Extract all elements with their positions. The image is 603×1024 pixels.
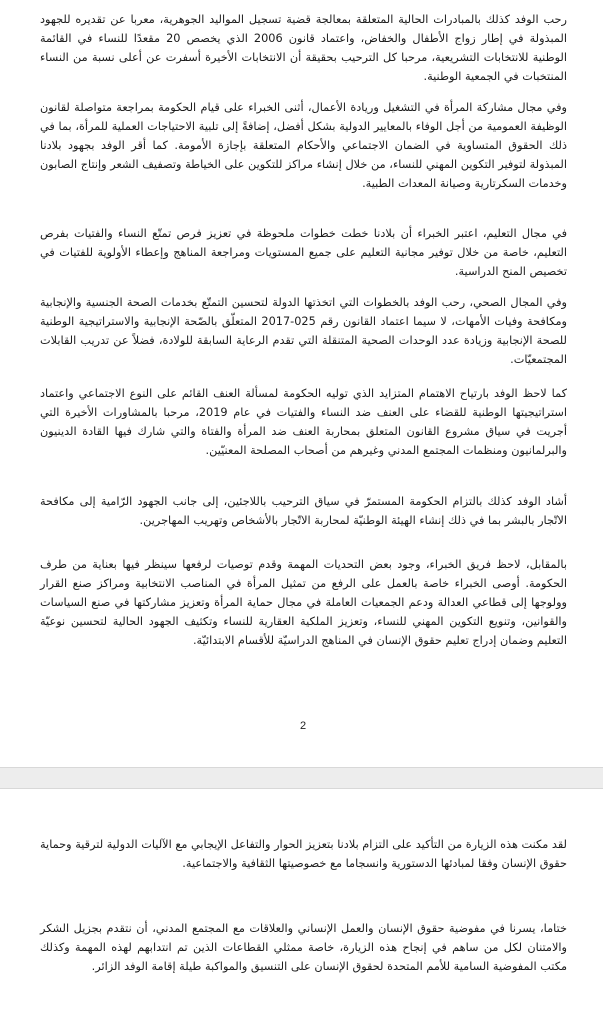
paragraph-closing-thanks: ختاما، يسرنا في مفوضية حقوق الإنسان والعمل الإنساني والعلاقات مع المجتمع المدني، أن نتقدم بجزيل الشكر والامتنان لكل من ساهم في إنجاح هذه الزيارة، خاصة ممثلي القطاعات الذين تم انتدابهم لهذه المهمة وكذلك مكتب المفوضية السامية للأمم المتحدة لحقوق الإنسان على التنسيق والمواكبة طيلة إقامة الوفد الزائر. — [40, 922, 567, 973]
paragraph-employment: وفي مجال مشاركة المرأة في التشغيل وريادة الأعمال، أثنى الخبراء على قيام الحكومة بمراجعة متواصلة لقانون الوظيفة العمومية من أجل الوفاء بالمعايير الدولية بشكل أفضل، إضافةً إلى تلبية الاحتياجات العملية للمرأة، بما في ذلك الحقوق المتساوية في الضمان الاجتماعي والأحكام المتعلقة بإجازة الأمومة. كما أقر الوفد بجهود بلادنا المبذولة لتوفير التكوين المهني للنساء، من خلال إنشاء مراكز للتكوين على الخياطة وتصفيف الشعر وإنتاج الصابون وخدمات السكرتارية وصيانة المعدات الطبية. — [40, 101, 567, 190]
page-number: 2 — [299, 720, 307, 732]
paragraph-health: وفي المجال الصحي، رحب الوفد بالخطوات التي اتخذتها الدولة لتحسين التمتّع بخدمات الصحة الجنسية والإنجابية ومكافحة وفيات الأمهات، لا سيما اعتماد القانون رقم 025-2017 المتعلّق بالصّحة الإنجابية والاستراتيجية الوطنية للصحة الإنجابية وزيادة عدد الوحدات الصحية المتنقلة التي تقدم الرعاية السابقة للولادة، فضلاً عن تدريب القابلات المجتمعيّات. — [40, 296, 567, 366]
paragraph-refugees-trafficking: أشاد الوفد كذلك بالتزام الحكومة المستمرّ في سياق الترحيب باللاجئين، إلى جانب الجهود الرّامية إلى مكافحة الاتّجار بالبشر بما في ذلك إنشاء الهيئة الوطنيّة لمحاربة الاتّجار بالأشخاص وتهريب المهاجرين. — [40, 495, 567, 527]
paragraph-civil-registration: رحب الوفد كذلك بالمبادرات الحالية المتعلقة بمعالجة قضية تسجيل المواليد الجوهرية، معربا عن تقديره للجهود المبذولة في إطار زواج الأطفال والخفاض، واعتماد قانون 2006 الذي يخصص 20 مقعدًا للنساء في القائمة الوطنية للانتخابات التشريعية، مرحبا كل الترحيب بحقيقة أن الانتخابات الأخيرة أسفرت عن أعلى نسبة من النساء المنتخبات في الجمعية الوطنية. — [40, 13, 567, 83]
paragraph-education: في مجال التعليم، اعتبر الخبراء أن بلادنا خطت خطوات ملحوظة في تعزيز فرص تمتّع النساء والفتيات بفرص التعليم، خاصة من خلال توفير مجانية التعليم على جميع المستويات ومراجعة المناهج وإعطاء الأولوية للفتيات في تخصيص المنح الدراسية. — [40, 227, 567, 278]
page-separator — [0, 768, 603, 788]
paragraph-gender-violence: كما لاحظ الوفد بارتياح الاهتمام المتزايد الذي توليه الحكومة لمسألة العنف القائم على النوع الاجتماعي واعتماد استراتيجيتها الوطنية للقضاء على العنف ضد النساء والفتيات في عام 2019، مرحبا بالمشاورات الأخيرة التي أجريت في سياق مشروع القانون المتعلق بمحاربة العنف ضد المرأة والفتاة والتي شارك فيها القادة الدينيون والبرلمانيون ومنظمات المجتمع المدني وغيرهم من أصحاب المصلحة المعنيّين. — [40, 387, 567, 457]
paragraph-challenges-recommendations: بالمقابل، لاحظ فريق الخبراء، وجود بعض التحديات المهمة وقدم توصيات لرفعها سينظر فيها بعناية من طرف الحكومة. أوصى الخبراء خاصة بالعمل على الرفع من تمثيل المرأة في المناصب الانتخابية ومراكز صنع القرار وولوجها إلى قطاعي العدالة ودعم الجمعيات العاملة في مجال حماية المرأة وتعزيز مشاركتها في صنع السياسات والقوانين، وتنويع التكوين المهني للنساء، وتعزيز الملكية العقارية للنساء وتكثيف الجهود الحالية لتحسين نوعيّة التعليم وضمان إدراج تعليم حقوق الإنسان في المناهج الدراسيّة للأقسام الابتدائيّة. — [40, 558, 567, 647]
document-page-2 — [0, 788, 603, 1024]
paragraph-dialogue-commitment: لقد مكنت هذه الزيارة من التأكيد على التزام بلادنا بتعزيز الحوار والتفاعل الإيجابي مع الآليات الدولية لترقية وحماية حقوق الإنسان وفقا لمبادئها الدستورية وانسجاما مع خصوصيتها الثقافية والاجتماعية. — [40, 838, 567, 870]
